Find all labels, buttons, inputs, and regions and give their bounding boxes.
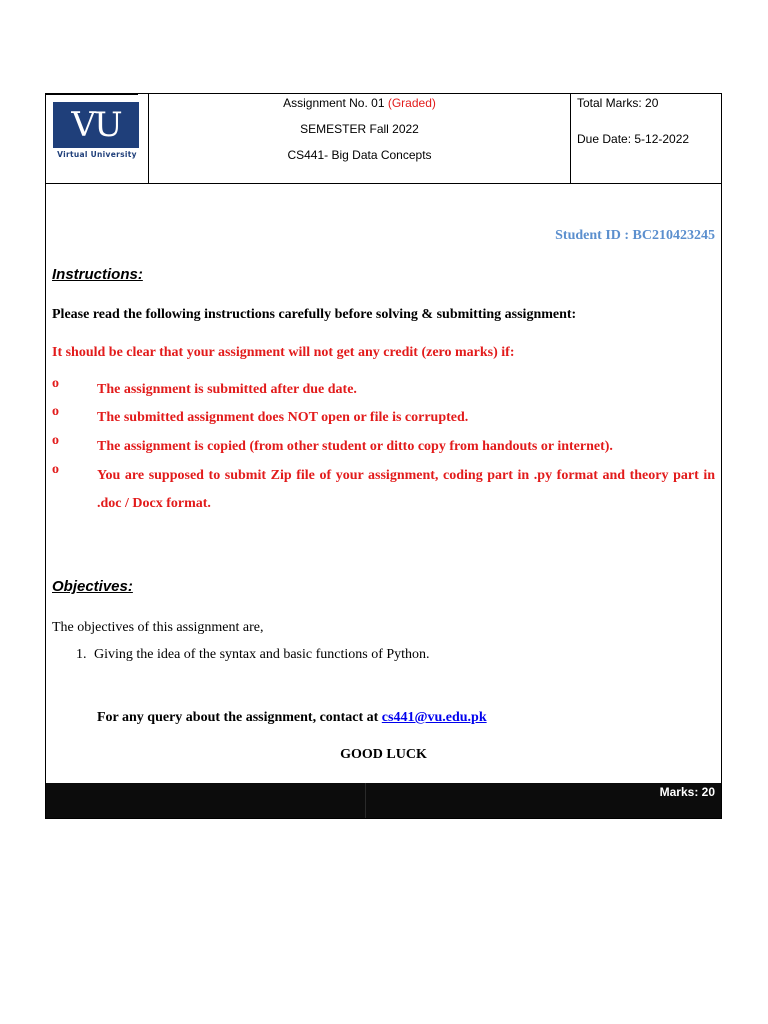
- assignment-info-cell: [149, 94, 571, 183]
- bullet-mark: o: [52, 462, 59, 477]
- course-line: CS441- Big Data Concepts: [287, 148, 432, 162]
- list-item-text: The assignment is submitted after due date.: [97, 382, 357, 397]
- contact-line: [97, 710, 487, 726]
- vu-logo: [53, 102, 139, 148]
- vu-logo-text: VU: [71, 105, 121, 145]
- instructions-intro: Please read the following instructions carefully before solving & submitting assignment:: [52, 307, 577, 322]
- total-marks: Total Marks: 20: [577, 96, 659, 110]
- list-item-text: The submitted assignment does NOT open or file is corrupted.: [97, 410, 469, 425]
- footer-bar: [46, 783, 721, 818]
- list-item-text: The assignment is copied (from other student or ditto copy from handouts or internet).: [97, 439, 613, 454]
- footer-marks: Marks: 20: [659, 785, 715, 799]
- assignment-number-line: [149, 96, 570, 110]
- header-table: [46, 94, 721, 184]
- due-date: Due Date: 5-12-2022: [577, 132, 690, 146]
- objective-number: 1.: [76, 647, 87, 662]
- graded-label: (Graded): [387, 96, 436, 110]
- instructions-title: Instructions:: [52, 266, 143, 283]
- marks-due-cell: [571, 94, 721, 183]
- objectives-title: Objectives:: [52, 578, 133, 595]
- assignment-number: Assignment No. 01: [283, 96, 385, 110]
- good-luck: GOOD LUCK: [340, 747, 427, 762]
- footer-divider: [365, 783, 366, 818]
- student-id: Student ID : BC210423245: [555, 228, 715, 243]
- assignment-frame: [45, 93, 722, 819]
- objective-item: [76, 647, 430, 663]
- contact-email-link[interactable]: cs441@vu.edu.pk: [381, 710, 487, 725]
- objectives-intro: The objectives of this assignment are,: [52, 620, 264, 635]
- logo-top-rule: [46, 94, 138, 95]
- bullet-mark: o: [52, 376, 59, 391]
- objective-text: Giving the idea of the syntax and basic functions of Python.: [94, 647, 430, 662]
- bullet-mark: o: [52, 404, 59, 419]
- vu-logo-subtitle: Virtual University: [57, 150, 137, 159]
- contact-text: For any query about the assignment, contact at: [97, 710, 382, 725]
- list-item-text: You are supposed to submit Zip file of your assignment, coding part in .py format and theory part in .doc / Docx format.: [97, 468, 715, 511]
- bullet-mark: o: [52, 433, 59, 448]
- instructions-warning: It should be clear that your assignment will not get any credit (zero marks) if:: [52, 345, 515, 360]
- semester-line: SEMESTER Fall 2022: [300, 122, 419, 136]
- logo-cell: [46, 94, 149, 183]
